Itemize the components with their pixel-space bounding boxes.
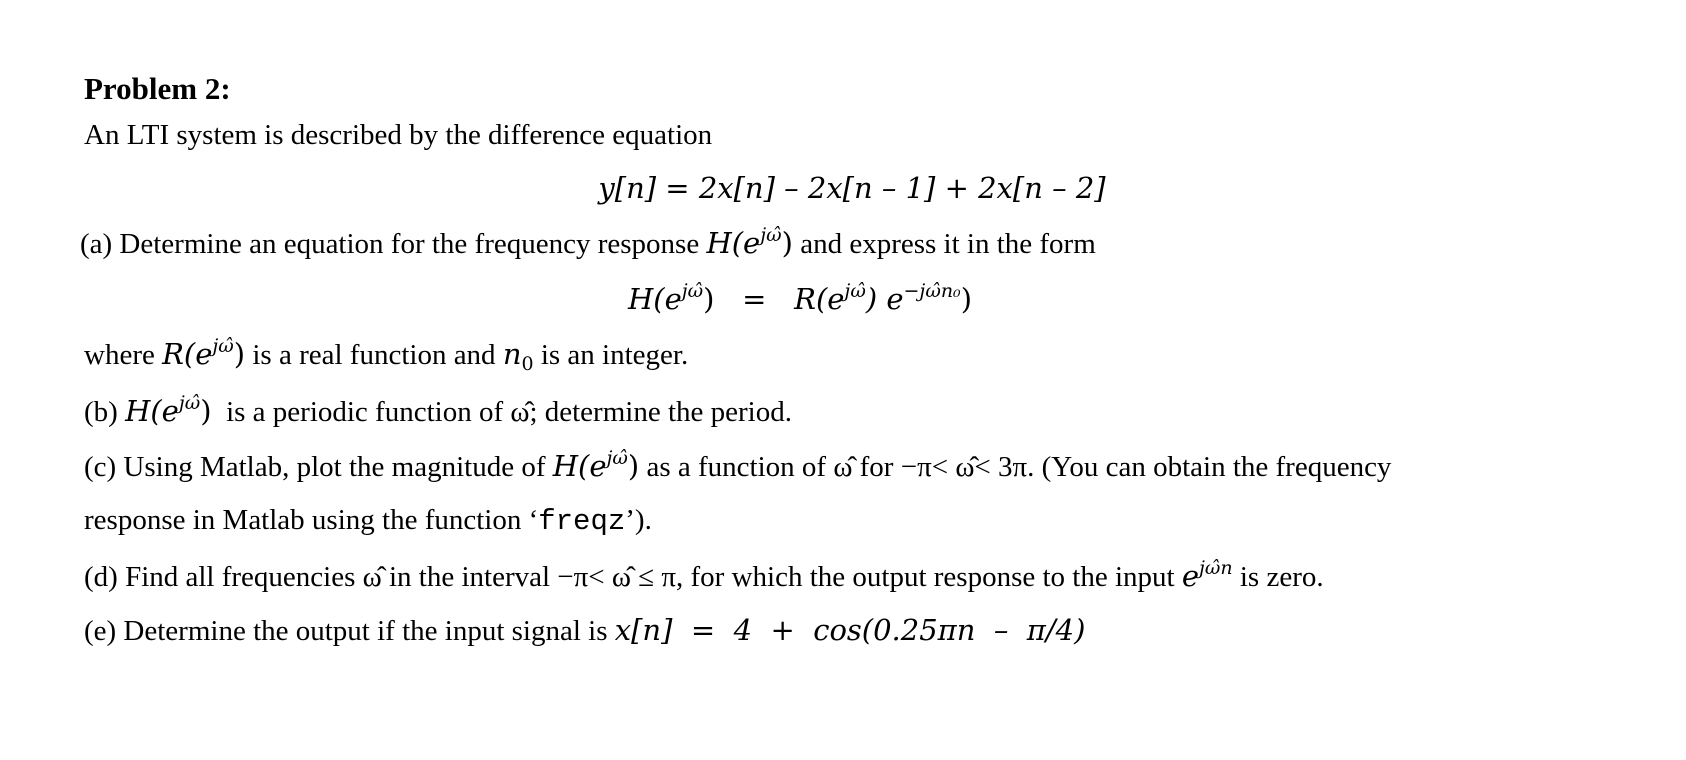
part-b-text: is a periodic function of ω̂; determine the period. bbox=[211, 396, 792, 428]
where-n-sub: 0 bbox=[521, 353, 534, 375]
where-R-sup: jω̂ bbox=[212, 335, 234, 357]
form-lhs: H(e bbox=[628, 282, 682, 316]
part-d-e: e bbox=[1181, 559, 1199, 593]
form-rhs-exp-sup: −jω̂n₀ bbox=[903, 280, 961, 302]
form-equals: = bbox=[714, 282, 795, 316]
part-b-H-sup: jω̂ bbox=[178, 392, 201, 414]
part-e-text: (e) Determine the output if the input signal is bbox=[84, 615, 615, 647]
where-R: R(e bbox=[162, 337, 213, 371]
problem-intro: An LTI system is described by the difference equation bbox=[84, 119, 713, 151]
part-c-line2-pre: response in Matlab using the function ‘ bbox=[84, 504, 539, 536]
where-mid: is a real function and bbox=[245, 339, 503, 371]
form-lhs-sup: jω̂ bbox=[681, 280, 704, 302]
part-d-e-sup: jω̂n bbox=[1199, 557, 1233, 579]
part-b bbox=[84, 392, 792, 428]
part-a-tail: and express it in the form bbox=[792, 228, 1096, 260]
part-c-line2 bbox=[84, 506, 652, 536]
where-post: is an integer. bbox=[533, 339, 689, 371]
part-b-H: H(e bbox=[125, 394, 179, 428]
part-a bbox=[80, 224, 1096, 260]
part-e bbox=[84, 613, 1086, 647]
where-R-close: ) bbox=[233, 337, 246, 371]
part-c-H-close: ) bbox=[627, 449, 640, 483]
part-c-text: as a function of ω̂ for −π< ω̂< 3π. (You can obtain the frequency bbox=[639, 451, 1392, 483]
difference-equation: y[n] = 2x[n] – 2x[n – 1] + 2x[n – 2] bbox=[598, 171, 1106, 205]
part-d bbox=[84, 557, 1324, 593]
part-c-pre: (c) Using Matlab, plot the magnitude of bbox=[84, 451, 553, 483]
problem-title: Problem 2: bbox=[84, 71, 231, 106]
part-c-line2-post: ’). bbox=[625, 504, 652, 536]
part-a-text: (a) Determine an equation for the frequency response bbox=[80, 228, 707, 260]
part-d-post: is zero. bbox=[1232, 561, 1324, 593]
where-n: n bbox=[502, 337, 522, 371]
where-line bbox=[84, 335, 689, 375]
part-a-H-sup: jω̂ bbox=[760, 224, 782, 246]
where-pre: where bbox=[84, 339, 163, 371]
part-d-text: (d) Find all frequencies ω̂ in the interval −π< ω̂ ≤ π, for which the output response to the input bbox=[84, 561, 1182, 593]
form-lhs-close: ) bbox=[703, 282, 715, 316]
part-a-H: H(e bbox=[706, 226, 761, 260]
part-b-pre: (b) bbox=[84, 396, 126, 428]
form-rhs-R-sup: jω̂ bbox=[844, 280, 866, 302]
part-b-H-close: ) bbox=[200, 394, 212, 428]
freqz-function-name: freqz bbox=[538, 505, 626, 538]
part-c-H: H(e bbox=[552, 449, 607, 483]
part-c-H-sup: jω̂ bbox=[606, 447, 628, 469]
form-rhs-close: ) bbox=[960, 282, 973, 316]
form-equation bbox=[628, 280, 973, 316]
form-rhs-exp-base: ) e bbox=[865, 282, 904, 316]
form-rhs-R: R(e bbox=[794, 282, 845, 316]
part-c bbox=[84, 447, 1392, 483]
part-e-signal: x[n] = 4 + cos(0.25πn – π/4) bbox=[614, 613, 1086, 647]
part-a-H-close: ) bbox=[781, 226, 793, 260]
